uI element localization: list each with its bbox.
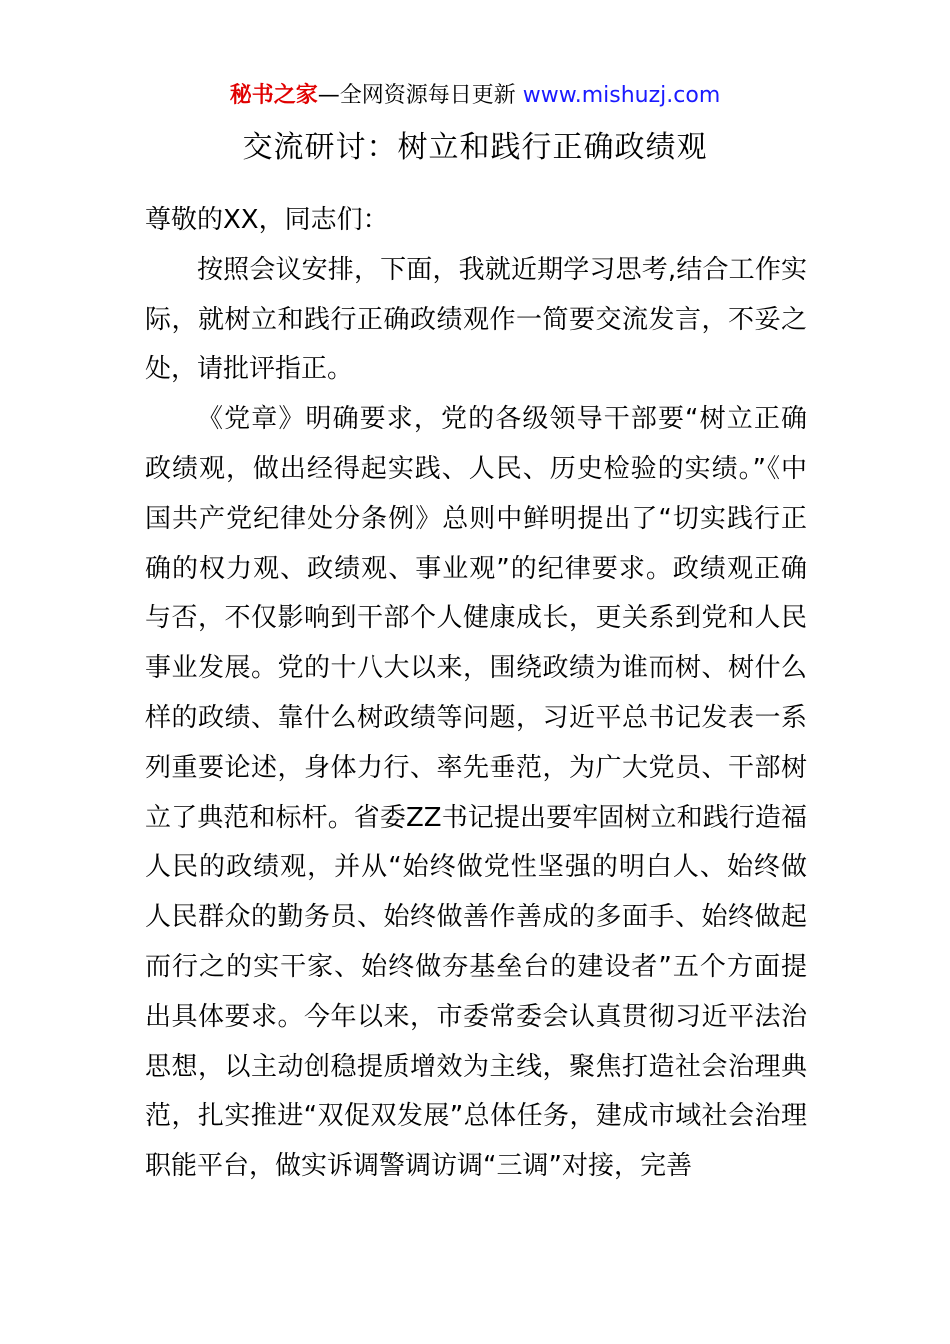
header-tagline: —全网资源每日更新 [317,83,516,108]
site-header [0,80,950,112]
greeting: 尊敬的XX，同志们： [145,205,389,235]
document-body [145,196,807,1192]
paragraph: 《党章》明确要求，党的各级领导干部要“树立正确政绩观，做出经得起实践、人民、历史检验的实绩。”《中国共产党纪律处分条例》总则中鲜明提出了“切实践行正确的权力观、政绩观、事业观”的纪律要求。政绩观正确与否，不仅影响到干部个人健康成长，更关系到党和人民事业发展。党的十八大以来，围绕政绩为谁而树、树什么样的政绩、靠什么树政绩等问题，习近平总书记发表一系列重要论述，身体力行、率先垂范，为广大党员、干部树立了典范和标杆。省委ZZ书记提出要牢固树立和践行造福人民的政绩观，并从“始终做党性坚强的明白人、始终做人民群众的勤务员、始终做善作善成的多面手、始终做起而行之的实干家、始终做夯基垒台的建设者”五个方面提出具体要求。今年以来，市委常委会认真贯彻习近平法治思想，以主动创稳提质增效为主线，聚焦打造社会治理典范，扎实推进“双促双发展”总体任务，建成市域社会治理职能平台，做实诉调警调访调“三调”对接，完善 [145,404,807,1182]
website-link[interactable]: www.mishuzj.com [522,83,721,108]
paragraph: 按照会议安排，下面，我就近期学习思考,结合工作实际，就树立和践行正确政绩观作一简要交流发言，不妥之处，请批评指正。 [145,254,807,385]
brand-name: 秘书之家 [229,83,318,108]
document-title: 交流研讨：树立和践行正确政绩观 [242,130,708,165]
